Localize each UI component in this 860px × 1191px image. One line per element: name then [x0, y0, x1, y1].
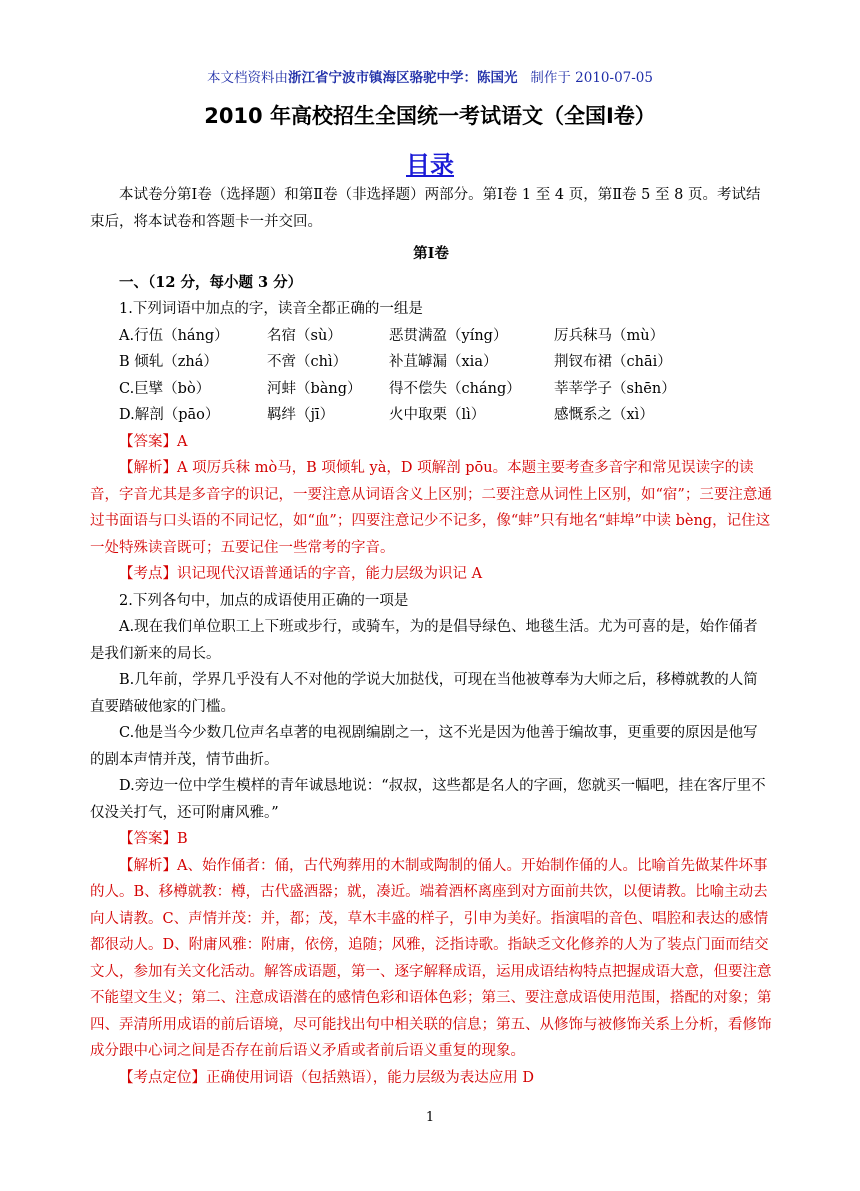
point-text: 识记现代汉语普通话的字音，能力层级为识记 A — [177, 566, 483, 582]
q1-analysis — [90, 455, 772, 561]
q2-answer — [90, 826, 772, 853]
q1-answer — [90, 429, 772, 456]
analysis-label: 【解析】 — [119, 460, 177, 476]
q1-option: 厉兵秣马（mù） — [554, 327, 665, 344]
q2-option-b: B.几年前，学界几乎没有人不对他的学说大加挞伐，可现在当他被尊奉为大师之后，移樽就教的人简直要踏破他家的门槛。 — [90, 672, 758, 715]
intro-paragraph: 本试卷分第Ⅰ卷（选择题）和第Ⅱ卷（非选择题）两部分。第Ⅰ卷 1 至 4 页，第Ⅱ卷 5 至 8 页。考试结束后，将本试卷和答题卡一并交回。 — [90, 187, 761, 230]
q1-option: 荆钗布裙（chāi） — [554, 354, 672, 370]
q1-option: 羁绊（jī） — [267, 407, 335, 423]
toc-link[interactable]: 目录 — [406, 151, 454, 179]
page-title: 2010 年高校招生全国统一考试语文（全国Ⅰ卷） — [204, 104, 656, 128]
point-label: 【考点】 — [119, 566, 177, 582]
q1-option: 不啻（chì） — [267, 354, 348, 370]
answer-value: A — [177, 433, 188, 450]
q2-option-a: A.现在我们单位职工上下班或步行，或骑车，为的是倡导绿色、地毯生活。尤为可喜的是，始作俑者是我们新来的局长。 — [90, 619, 758, 662]
analysis-label: 【解析】 — [119, 857, 177, 874]
q1-option: 补苴罅漏（xia） — [389, 354, 498, 370]
q1-point — [90, 561, 772, 588]
q1-stem: 1.下列词语中加点的字，读音全都正确的一组是 — [119, 301, 423, 317]
q1-option: 河蚌（bàng） — [267, 380, 362, 397]
analysis-text: A 项厉兵秣 mò马，B 项倾轧 yà，D 项解剖 pōu。本题主要考查多音字和常见误读字的读音，字音尤其是多音字的识记，一要注意从词语含义上区别；二要注意从词性上区别，如“宿”；三要注意通过书面语与口头语的不同记忆，如“血”；四要注意记少不记多，像“蚌”只有地名“蚌埠”中读 bèng，记住这一处特殊读音既可；五要记住一些常考的字音。 — [90, 460, 772, 556]
q1-option-row-b — [90, 349, 772, 376]
q1-option: 得不偿失（cháng） — [389, 380, 521, 397]
q1-option: B 倾轧（zhá） — [119, 354, 218, 370]
section-title: 第Ⅰ卷 — [413, 245, 449, 262]
q2-option-d: D.旁边一位中学生模样的青年诚恳地说：“叔叔，这些都是名人的字画，您就买一幅吧，挂在客厅里不仅没关打气，还可附庸风雅。” — [90, 778, 766, 821]
answer-value: B — [177, 831, 188, 847]
part-heading: 一、（12 分，每小题 3 分） — [119, 273, 303, 291]
q2-option-c: C.他是当今少数几位声名卓著的电视剧编剧之一，这不光是因为他善于编故事，更重要的原因是他写的剧本声情并茂，情节曲折。 — [90, 725, 758, 768]
q1-option-row-c — [90, 376, 772, 403]
point-label: 【考点定位】 — [119, 1069, 206, 1086]
q1-option: 火中取栗（lì） — [389, 407, 486, 423]
q2-analysis — [90, 853, 772, 1065]
page-number: 1 — [425, 1110, 435, 1125]
q1-option-row-d — [90, 402, 772, 429]
point-text: 正确使用词语（包括熟语），能力层级为表达应用 D — [206, 1069, 534, 1086]
header-prefix: 本文档资料由 — [206, 70, 288, 86]
q1-option: 恶贯满盈（yíng） — [389, 327, 508, 344]
q1-option: 莘莘学子（shēn） — [554, 380, 676, 397]
q1-option-row-a — [90, 323, 772, 350]
header-made-date: 制作于 2010-07-05 — [530, 70, 653, 86]
answer-label: 【答案】 — [119, 433, 177, 450]
q2-point — [90, 1065, 772, 1092]
q1-option: 感慨系之（xì） — [554, 407, 654, 423]
analysis-text: A、始作俑者：俑，古代殉葬用的木制或陶制的俑人。开始制作俑的人。比喻首先做某件坏事的人。B、移樽就教：樽，古代盛酒器；就，凑近。端着酒杯离座到对方面前共饮，以便请教。比喻主动去向人请教。C、声情并茂：并，都；茂，草木丰盛的样子，引申为美好。指演唱的音色、唱腔和表达的感情都很动人。D、附庸风雅：附庸，依傍，追随；风雅，泛指诗歌。指缺乏文化修养的人为了装点门面而结交文人，参加有关文化活动。解答成语题，第一、逐字解释成语，运用成语结构特点把握成语大意，但要注意不能望文生义；第二、注意成语潜在的感情色彩和语体色彩；第三、要注意成语使用范围，搭配的对象；第四、弄清所用成语的前后语境，尽可能找出句中相关联的信息；第五、从修饰与被修饰关系上分析，看修饰成分跟中心词之间是否存在前后语义矛盾或者前后语义重复的现象。 — [90, 857, 772, 1059]
header-school: 浙江省宁波市镇海区骆驼中学：陈国光 — [287, 70, 518, 86]
document-body — [90, 182, 772, 1091]
q2-stem: 2.下列各句中，加点的成语使用正确的一项是 — [119, 592, 409, 609]
q1-option: D.解剖（pāo） — [119, 407, 220, 423]
header-note — [0, 66, 860, 86]
q1-option: C.巨擘（bò） — [119, 380, 211, 397]
answer-label: 【答案】 — [119, 831, 177, 847]
q1-option: 名宿（sù） — [267, 327, 342, 344]
q1-option: A.行伍（háng） — [119, 327, 229, 344]
